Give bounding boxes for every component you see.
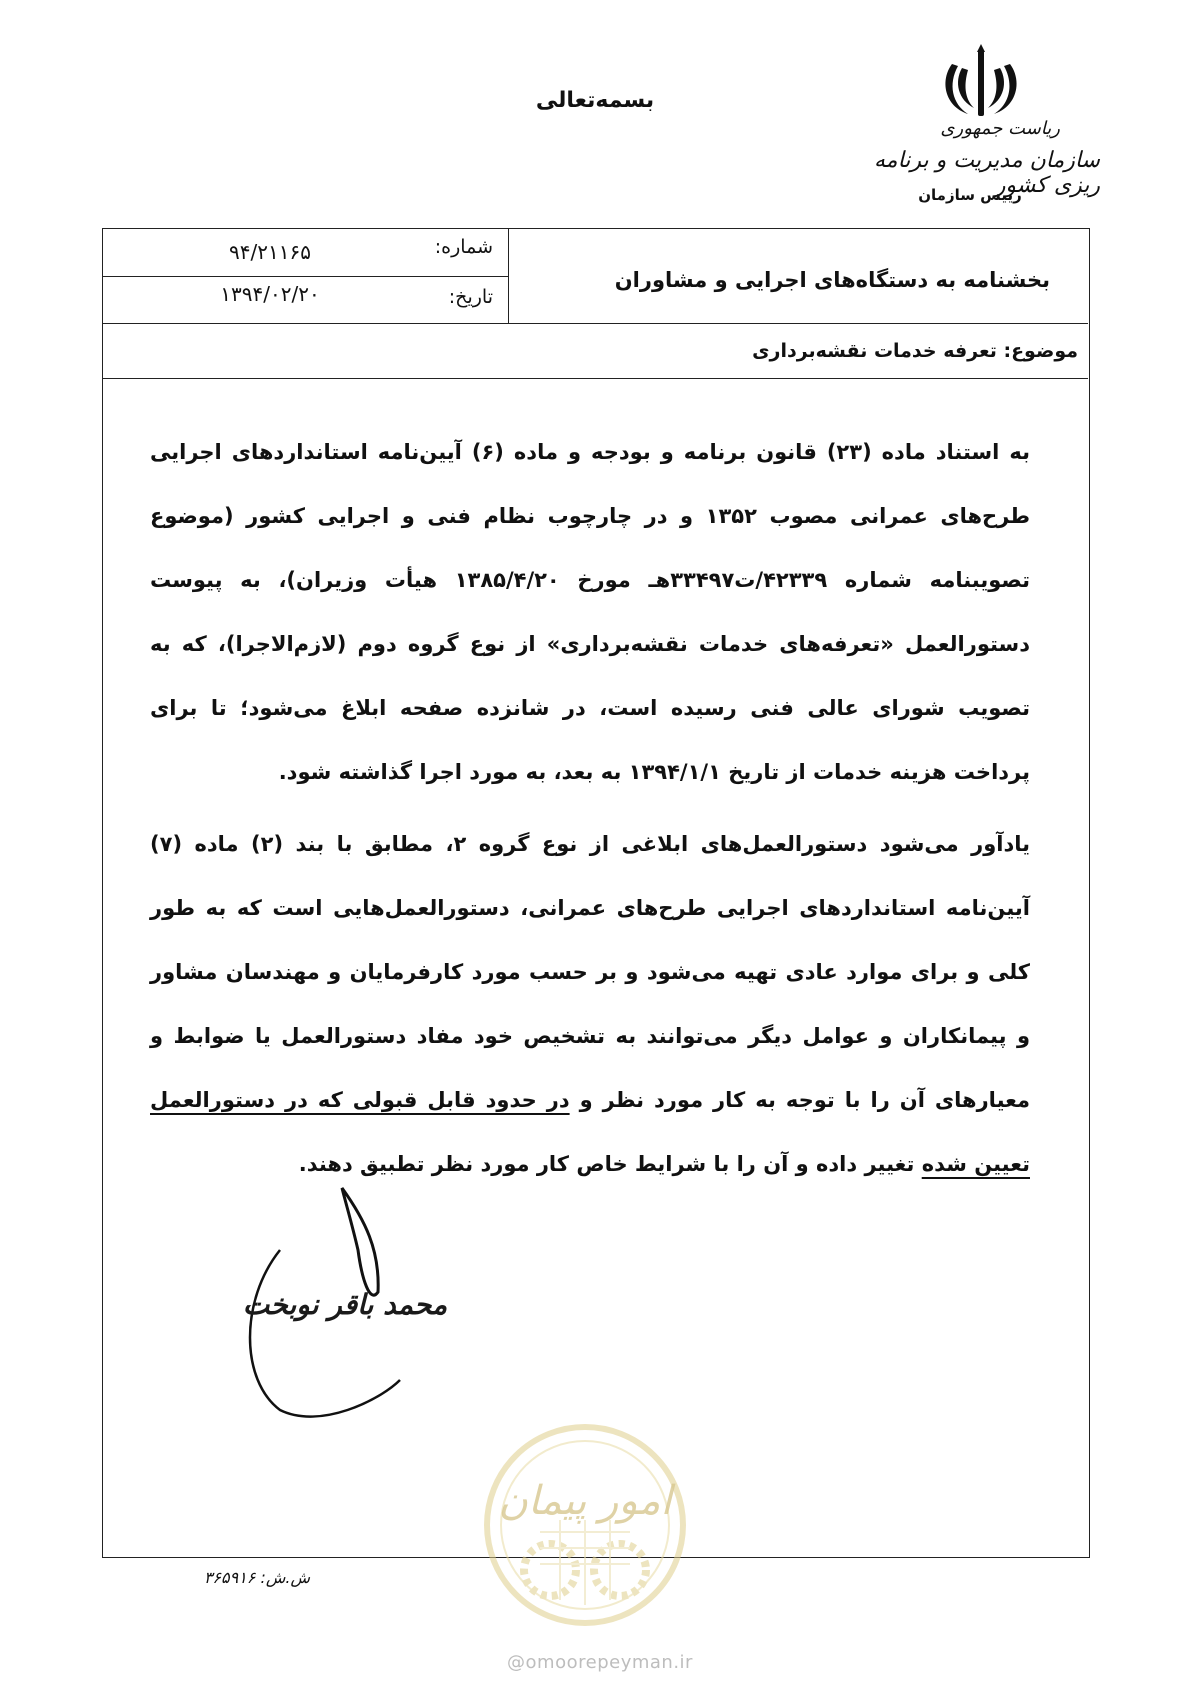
recipients-heading: بخشنامه به دستگاه‌های اجرایی و مشاوران <box>614 268 1050 292</box>
serial-number: ش.ش: ۳۶۵۹۱۶ <box>203 1568 310 1587</box>
watermark-text: @omoorepeyman.ir <box>507 1652 693 1673</box>
subject-line: موضوع: تعرفه خدمات نقشه‌برداری <box>752 340 1078 362</box>
iran-emblem-icon <box>938 40 1024 126</box>
bismillah-heading: بسمه‌تعالی <box>535 88 655 113</box>
subject-divider <box>102 378 1088 379</box>
paragraph-text: یادآور می‌شود دستورالعمل‌های ابلاغی از نوع گروه ۲، مطابق با بند (۲) ماده (۷) آیین‌نامه استانداردهای اجرایی طرح‌های عمرانی، دستورالعمل‌هایی است که به طور کلی و برای موارد عادی تهیه می‌شود و بر حسب مورد کارفرمایان و مهندسان مشاور و پیمانکاران و عوامل دیگر می‌توانند به تشخیص خود مفاد دستورالعمل یا ضوابط و معیارهای آن را با توجه به کار مورد نظر و <box>150 832 1030 1112</box>
stamp-text: امور پیمان <box>498 1478 672 1524</box>
paragraph-text-end: تغییر داده و آن را با شرایط خاص کار مورد نظر تطبیق دهند. <box>298 1152 922 1176</box>
number-value: ۹۴/۲۱۱۶۵ <box>229 240 311 264</box>
organization-name: سازمان مدیریت و برنامه ریزی کشور <box>874 148 1100 198</box>
presidency-label: ریاست جمهوری <box>940 118 1060 139</box>
meta-divider <box>102 276 508 277</box>
underlined-phrase: در حدود قابل قبولی که در دستورالعمل تعیین شده <box>150 1088 1030 1176</box>
date-value: ۱۳۹۴/۰۲/۲۰ <box>220 282 320 306</box>
header-divider-vertical <box>508 228 509 323</box>
signatory-name: محمد باقر نوبخت <box>242 1288 448 1321</box>
number-label: شماره: <box>434 236 493 258</box>
date-label: تاریخ: <box>448 286 493 308</box>
head-of-organization-label: رییس سازمان <box>918 186 1022 204</box>
body-paragraph-2 <box>150 812 1030 1196</box>
body-paragraph-1: به استناد ماده (۲۳) قانون برنامه و بودجه و ماده (۶) آیین‌نامه استانداردهای اجرایی طرح‌های عمرانی مصوب ۱۳۵۲ و در چارچوب نظام فنی و اجرایی کشور (موضوع تصویبنامه شماره ۴۲۳۳۹/ت۳۳۴۹۷هـ مورخ ۱۳۸۵/۴/۲۰ هیأت وزیران)، به پیوست دستورالعمل «تعرفه‌های خدمات نقشه‌برداری» از نوع گروه دوم (لازم‌الاجرا)، که به تصویب شورای عالی فنی رسیده است، در شانزده صفحه ابلاغ می‌شود؛ تا برای پرداخت هزینه خدمات از تاریخ ۱۳۹۴/۱/۱ به بعد، به مورد اجرا گذاشته شود. <box>150 440 1031 784</box>
stamp-seal <box>480 1420 690 1630</box>
header-divider <box>102 323 1088 324</box>
